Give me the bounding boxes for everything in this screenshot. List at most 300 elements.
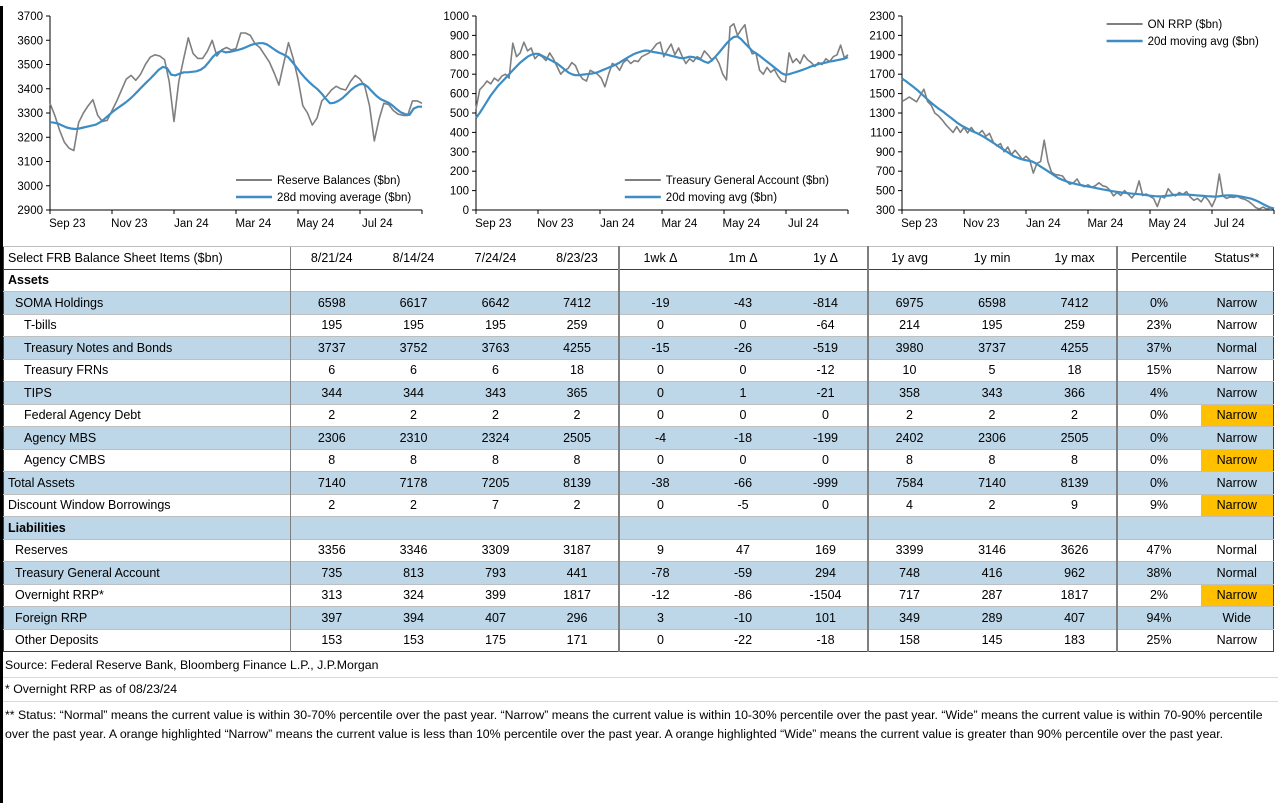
window-edge-bar (0, 6, 3, 803)
cell-value: 289 (951, 607, 1034, 630)
cell-value: 153 (291, 629, 373, 652)
empty-cell (702, 269, 785, 292)
cell-value: 324 (373, 584, 455, 607)
row-label: Foreign RRP (4, 607, 291, 630)
cell-status: Narrow (1201, 449, 1274, 472)
cell-value: 407 (1034, 607, 1117, 630)
cell-value: 6617 (373, 292, 455, 315)
row-label: Total Assets (4, 472, 291, 495)
cell-value: -814 (785, 292, 868, 315)
column-header: 1m Δ (702, 247, 785, 270)
cell-value: 2505 (1034, 427, 1117, 450)
cell-value: 0 (619, 629, 702, 652)
row-label: SOMA Holdings (4, 292, 291, 315)
cell-value: 0 (619, 494, 702, 517)
cell-value: 7412 (1034, 292, 1117, 315)
cell-value: -18 (785, 629, 868, 652)
cell-value: 7584 (868, 472, 951, 495)
cell-value: 5 (951, 359, 1034, 382)
legend-label: 20d moving avg ($bn) (665, 192, 778, 204)
cell-value: 735 (291, 562, 373, 585)
cell-value: -64 (785, 314, 868, 337)
cell-value: -519 (785, 337, 868, 360)
cell-value: -66 (702, 472, 785, 495)
column-header: 8/14/24 (373, 247, 455, 270)
empty-cell (537, 517, 619, 540)
x-tick-label: Jan 24 (1026, 218, 1061, 230)
cell-value: 18 (1034, 359, 1117, 382)
legend-label: 20d moving avg ($bn) (1147, 36, 1259, 48)
cell-value: -5 (702, 494, 785, 517)
cell-value: 2402 (868, 427, 951, 450)
table-row (4, 449, 1274, 472)
cell-value: 3980 (868, 337, 951, 360)
header-row (4, 247, 1274, 270)
cell-percentile: 0% (1117, 292, 1201, 315)
cell-percentile: 94% (1117, 607, 1201, 630)
cell-value: 2505 (537, 427, 619, 450)
cell-value: 7140 (291, 472, 373, 495)
table-row (4, 427, 1274, 450)
cell-value: -78 (619, 562, 702, 585)
x-tick-label: Jul 24 (1214, 218, 1245, 230)
y-tick-label: 1700 (869, 69, 895, 82)
cell-value: 3752 (373, 337, 455, 360)
cell-percentile: 9% (1117, 494, 1201, 517)
status-definition-note: ** Status: “Normal” means the current value is within 30-70% percentile over the past year. “Narrow” means the current value is within 10-30% percentile over the past year. “Wide” means the current value is within 70-90% percentile over the past year. A orange highlighted “Narrow” means the current value is less than 10% percentile over the past year. A orange highlighted “Wide” means the current value is greater than 90% percentile over the past year. (5, 708, 1263, 742)
cell-value: 158 (868, 629, 951, 652)
legend-label: Reserve Balances ($bn) (277, 175, 401, 187)
cell-value: 3399 (868, 539, 951, 562)
row-label: Reserves (4, 539, 291, 562)
cell-percentile: 0% (1117, 472, 1201, 495)
section-row (4, 517, 1274, 540)
cell-value: 8 (537, 449, 619, 472)
empty-cell (291, 269, 373, 292)
cell-status: Normal (1201, 337, 1274, 360)
cell-value: 1817 (537, 584, 619, 607)
y-tick-label: 500 (875, 185, 895, 198)
column-header: Percentile (1117, 247, 1201, 270)
column-header: 8/21/24 (291, 247, 373, 270)
cell-value: 2 (373, 404, 455, 427)
cell-value: 4255 (537, 337, 619, 360)
row-label: Agency CMBS (4, 449, 291, 472)
cell-value: 4255 (1034, 337, 1117, 360)
cell-value: 18 (537, 359, 619, 382)
empty-cell (537, 269, 619, 292)
cell-value: 175 (455, 629, 537, 652)
empty-cell (868, 269, 951, 292)
y-tick-label: 700 (449, 69, 469, 82)
column-header: 1y avg (868, 247, 951, 270)
cell-status: Normal (1201, 562, 1274, 585)
x-tick-label: Jul 24 (788, 218, 819, 230)
cell-value: 3356 (291, 539, 373, 562)
cell-value: 717 (868, 584, 951, 607)
cell-value: 2324 (455, 427, 537, 450)
column-header: 1y Δ (785, 247, 868, 270)
cell-status: Narrow (1201, 584, 1274, 607)
cell-value: 3763 (455, 337, 537, 360)
cell-value: 8 (951, 449, 1034, 472)
cell-value: 1 (702, 382, 785, 405)
cell-value: 3346 (373, 539, 455, 562)
cell-value: 259 (1034, 314, 1117, 337)
cell-value: 343 (951, 382, 1034, 405)
series-line-1 (902, 79, 1274, 209)
row-label: Treasury General Account (4, 562, 291, 585)
cell-value: 3737 (951, 337, 1034, 360)
x-tick-label: Mar 24 (661, 218, 698, 230)
y-tick-label: 1300 (869, 108, 895, 120)
cell-value: 195 (291, 314, 373, 337)
empty-cell (373, 517, 455, 540)
cell-value: 2 (537, 494, 619, 517)
cell-percentile: 0% (1117, 449, 1201, 472)
cell-value: 7 (455, 494, 537, 517)
cell-percentile: 37% (1117, 337, 1201, 360)
row-label: Treasury Notes and Bonds (4, 337, 291, 360)
cell-value: 145 (951, 629, 1034, 652)
y-tick-label: 600 (449, 88, 469, 101)
cell-value: 183 (1034, 629, 1117, 652)
cell-value: 407 (455, 607, 537, 630)
cell-value: 214 (868, 314, 951, 337)
cell-value: 4 (868, 494, 951, 517)
empty-cell (373, 269, 455, 292)
y-tick-label: 900 (449, 30, 469, 43)
cell-value: 6598 (951, 292, 1034, 315)
table-row (4, 404, 1274, 427)
cell-value: 2306 (951, 427, 1034, 450)
cell-value: 3146 (951, 539, 1034, 562)
row-label: Discount Window Borrowings (4, 494, 291, 517)
column-header: 1wk Δ (619, 247, 702, 270)
cell-value: 416 (951, 562, 1034, 585)
table-row (4, 494, 1274, 517)
cell-value: 0 (619, 314, 702, 337)
y-tick-label: 3100 (17, 156, 43, 169)
cell-value: 3 (619, 607, 702, 630)
y-tick-label: 0 (462, 205, 469, 217)
cell-value: -15 (619, 337, 702, 360)
cell-value: 0 (702, 314, 785, 337)
cell-value: 8 (455, 449, 537, 472)
cell-value: 8 (291, 449, 373, 472)
cell-value: -1504 (785, 584, 868, 607)
cell-value: 8139 (537, 472, 619, 495)
cell-percentile: 23% (1117, 314, 1201, 337)
cell-value: 0 (702, 449, 785, 472)
y-tick-label: 3600 (17, 35, 43, 48)
y-tick-label: 3700 (17, 11, 43, 23)
cell-value: -43 (702, 292, 785, 315)
cell-value: 7412 (537, 292, 619, 315)
cell-value: 3737 (291, 337, 373, 360)
cell-value: 2306 (291, 427, 373, 450)
x-tick-label: Mar 24 (235, 218, 272, 230)
cell-value: -199 (785, 427, 868, 450)
legend-label: ON RRP ($bn) (1147, 19, 1223, 31)
cell-status: Narrow (1201, 382, 1274, 405)
cell-value: 2 (291, 494, 373, 517)
cell-value: 366 (1034, 382, 1117, 405)
cell-value: 153 (373, 629, 455, 652)
cell-status: Narrow (1201, 472, 1274, 495)
table-row (4, 472, 1274, 495)
y-tick-label: 3500 (17, 59, 43, 72)
row-label: Agency MBS (4, 427, 291, 450)
source-note: Source: Federal Reserve Bank, Bloomberg Finance L.P., J.P.Morgan (3, 654, 1278, 678)
x-tick-label: Sep 23 (49, 218, 86, 230)
y-tick-label: 500 (449, 108, 469, 120)
y-tick-label: 1500 (869, 88, 895, 101)
x-tick-label: Nov 23 (963, 218, 1000, 230)
y-tick-label: 2900 (17, 205, 43, 217)
cell-value: 7205 (455, 472, 537, 495)
x-tick-label: Jan 24 (600, 218, 635, 230)
cell-value: 9 (1034, 494, 1117, 517)
cell-value: 0 (702, 404, 785, 427)
empty-cell (1201, 269, 1274, 292)
cell-value: 296 (537, 607, 619, 630)
cell-value: 2 (951, 404, 1034, 427)
cell-value: 793 (455, 562, 537, 585)
cell-value: 3626 (1034, 539, 1117, 562)
cell-status: Wide (1201, 607, 1274, 630)
cell-value: 287 (951, 584, 1034, 607)
cell-value: 7178 (373, 472, 455, 495)
y-tick-label: 3300 (17, 108, 43, 120)
series-line-0 (476, 24, 848, 109)
y-tick-label: 300 (875, 205, 895, 217)
empty-cell (1201, 517, 1274, 540)
cell-value: 343 (455, 382, 537, 405)
empty-cell (619, 517, 702, 540)
cell-status: Narrow (1201, 427, 1274, 450)
cell-value: 9 (619, 539, 702, 562)
section-row (4, 269, 1274, 292)
cell-value: -18 (702, 427, 785, 450)
y-tick-label: 300 (449, 146, 469, 159)
cell-value: -19 (619, 292, 702, 315)
y-tick-label: 1100 (870, 127, 895, 140)
series-line-0 (902, 89, 1274, 209)
cell-value: 2310 (373, 427, 455, 450)
table-row (4, 539, 1274, 562)
empty-cell (702, 517, 785, 540)
empty-cell (785, 269, 868, 292)
empty-cell (868, 517, 951, 540)
cell-value: 394 (373, 607, 455, 630)
y-tick-label: 200 (449, 166, 469, 179)
cell-value: 344 (373, 382, 455, 405)
cell-value: 6642 (455, 292, 537, 315)
cell-value: -4 (619, 427, 702, 450)
cell-value: 0 (619, 449, 702, 472)
cell-value: 365 (537, 382, 619, 405)
charts-row (6, 6, 1281, 238)
cell-value: 313 (291, 584, 373, 607)
column-header: 1y max (1034, 247, 1117, 270)
empty-cell (1034, 517, 1117, 540)
row-label: Liabilities (4, 517, 291, 540)
cell-status: Narrow (1201, 314, 1274, 337)
cell-value: 10 (868, 359, 951, 382)
cell-value: 195 (455, 314, 537, 337)
column-header: 7/24/24 (455, 247, 537, 270)
cell-value: -38 (619, 472, 702, 495)
cell-value: 358 (868, 382, 951, 405)
cell-value: 0 (702, 359, 785, 382)
x-tick-label: May 24 (722, 218, 761, 230)
cell-value: 6 (291, 359, 373, 382)
cell-value: 6598 (291, 292, 373, 315)
column-header: 8/23/23 (537, 247, 619, 270)
x-tick-label: Jan 24 (174, 218, 209, 230)
empty-cell (785, 517, 868, 540)
row-label: Federal Agency Debt (4, 404, 291, 427)
cell-value: 169 (785, 539, 868, 562)
cell-value: -26 (702, 337, 785, 360)
cell-value: 0 (619, 404, 702, 427)
table-row (4, 562, 1274, 585)
cell-status: Narrow (1201, 292, 1274, 315)
empty-cell (619, 269, 702, 292)
cell-value: 8 (1034, 449, 1117, 472)
cell-value: 0 (619, 359, 702, 382)
row-label: TIPS (4, 382, 291, 405)
empty-cell (1034, 269, 1117, 292)
table-title: Select FRB Balance Sheet Items ($bn) (4, 247, 291, 270)
cell-value: 101 (785, 607, 868, 630)
cell-percentile: 47% (1117, 539, 1201, 562)
cell-value: 344 (291, 382, 373, 405)
cell-value: -999 (785, 472, 868, 495)
cell-value: -59 (702, 562, 785, 585)
x-tick-label: Jul 24 (362, 218, 393, 230)
overnight-rrp-note: * Overnight RRP as of 08/23/24 (3, 678, 1278, 702)
cell-value: 2 (868, 404, 951, 427)
y-tick-label: 1900 (869, 49, 895, 62)
cell-value: 8 (373, 449, 455, 472)
x-tick-label: May 24 (1148, 218, 1187, 230)
cell-value: 2 (373, 494, 455, 517)
cell-value: 7140 (951, 472, 1034, 495)
cell-value: 2 (291, 404, 373, 427)
cell-percentile: 0% (1117, 404, 1201, 427)
table-row (4, 359, 1274, 382)
cell-percentile: 2% (1117, 584, 1201, 607)
x-tick-label: Nov 23 (537, 218, 574, 230)
cell-value: 8 (868, 449, 951, 472)
empty-cell (1117, 517, 1201, 540)
balance-sheet-table (3, 246, 1274, 652)
cell-value: 259 (537, 314, 619, 337)
table-row (4, 292, 1274, 315)
cell-value: -10 (702, 607, 785, 630)
cell-value: 195 (373, 314, 455, 337)
cell-value: 6 (373, 359, 455, 382)
x-tick-label: May 24 (296, 218, 335, 230)
cell-percentile: 25% (1117, 629, 1201, 652)
empty-cell (951, 517, 1034, 540)
empty-cell (455, 517, 537, 540)
cell-percentile: 0% (1117, 427, 1201, 450)
cell-value: 6975 (868, 292, 951, 315)
empty-cell (291, 517, 373, 540)
table-row (4, 584, 1274, 607)
row-label: T-bills (4, 314, 291, 337)
y-tick-label: 3200 (17, 132, 43, 145)
cell-status: Narrow (1201, 494, 1274, 517)
on-rrp-chart (858, 6, 1281, 238)
cell-value: 6 (455, 359, 537, 382)
legend-label: 28d moving average ($bn) (277, 192, 412, 204)
y-tick-label: 800 (449, 49, 469, 62)
cell-value: 195 (951, 314, 1034, 337)
cell-value: 294 (785, 562, 868, 585)
cell-value: -12 (785, 359, 868, 382)
cell-percentile: 15% (1117, 359, 1201, 382)
cell-value: 2 (951, 494, 1034, 517)
footnotes (3, 654, 1278, 749)
cell-value: -22 (702, 629, 785, 652)
y-tick-label: 100 (449, 185, 469, 198)
cell-status: Narrow (1201, 629, 1274, 652)
treasury-general-account-chart (432, 6, 858, 238)
reserve-balances-chart (6, 6, 432, 238)
y-tick-label: 700 (875, 166, 895, 179)
empty-cell (455, 269, 537, 292)
cell-value: -12 (619, 584, 702, 607)
x-tick-label: Nov 23 (111, 218, 148, 230)
legend-label: Treasury General Account ($bn) (665, 175, 830, 187)
row-label: Other Deposits (4, 629, 291, 652)
empty-cell (1117, 269, 1201, 292)
y-tick-label: 400 (449, 127, 469, 140)
cell-value: 8139 (1034, 472, 1117, 495)
cell-value: 1817 (1034, 584, 1117, 607)
column-header: Status** (1201, 247, 1274, 270)
row-label: Assets (4, 269, 291, 292)
cell-value: 3187 (537, 539, 619, 562)
cell-value: 47 (702, 539, 785, 562)
cell-value: 2 (1034, 404, 1117, 427)
table-row (4, 629, 1274, 652)
cell-value: 2 (537, 404, 619, 427)
y-tick-label: 2300 (869, 11, 895, 23)
x-tick-label: Sep 23 (475, 218, 512, 230)
cell-status: Narrow (1201, 359, 1274, 382)
cell-value: 399 (455, 584, 537, 607)
cell-value: 2 (455, 404, 537, 427)
cell-value: 0 (785, 494, 868, 517)
y-tick-label: 3400 (17, 83, 43, 96)
cell-value: 0 (619, 382, 702, 405)
empty-cell (951, 269, 1034, 292)
y-tick-label: 2100 (869, 30, 895, 43)
table-row (4, 382, 1274, 405)
cell-value: 748 (868, 562, 951, 585)
table-row (4, 607, 1274, 630)
cell-value: 171 (537, 629, 619, 652)
x-tick-label: Mar 24 (1087, 218, 1124, 230)
cell-value: 0 (785, 404, 868, 427)
column-header: 1y min (951, 247, 1034, 270)
row-label: Overnight RRP* (4, 584, 291, 607)
